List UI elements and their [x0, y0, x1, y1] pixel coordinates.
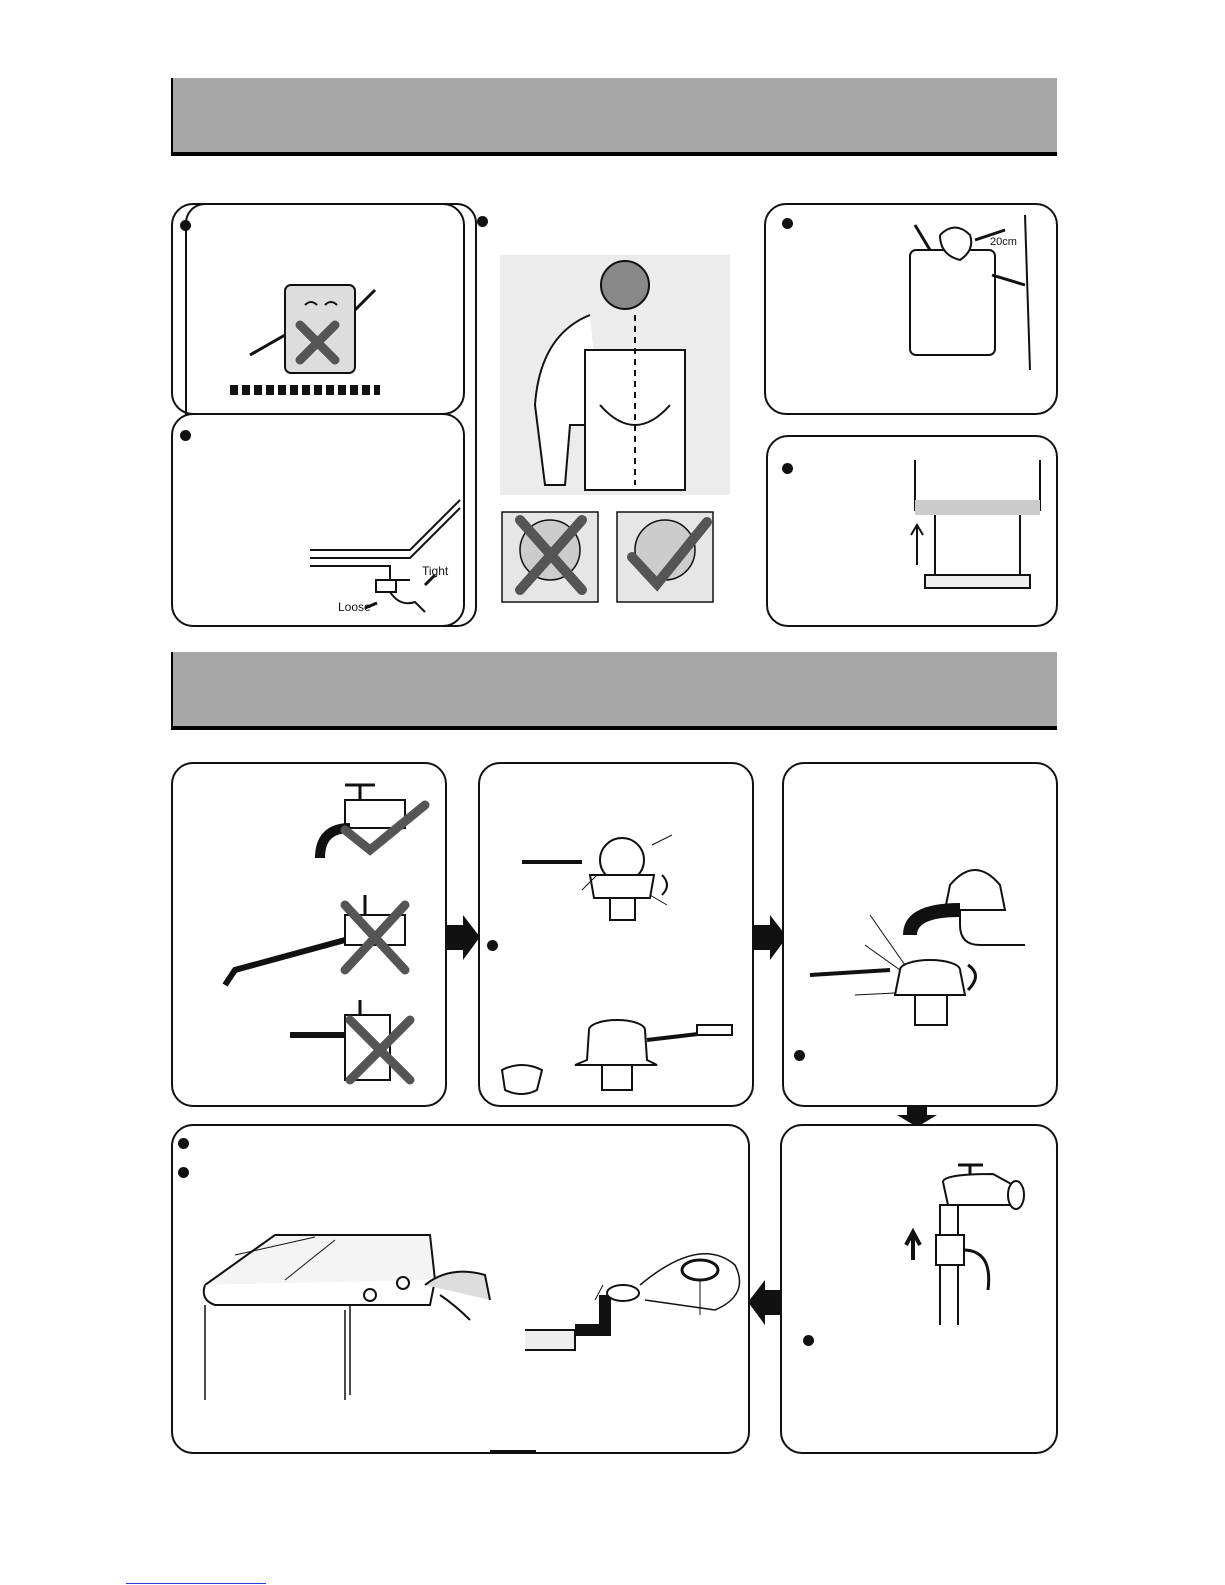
- hose-attached-to-faucet-illustration: [898, 1160, 1028, 1325]
- unsuitable-mixer-faucet-illustration: [290, 1000, 420, 1085]
- correct-drum-illustration: [617, 512, 713, 602]
- bullet-dot: [180, 430, 191, 441]
- bullet-dot: [178, 1167, 189, 1178]
- bullet-dot: [782, 463, 793, 474]
- connector-screw-loosen-illustration: [522, 830, 697, 925]
- bullet-dot: [803, 1335, 814, 1346]
- wall-distance-illustration: [880, 215, 1055, 375]
- flow-arrow-right: [445, 915, 480, 960]
- inlet-hose-washer-illustration: [525, 1255, 740, 1365]
- page-footer-mark: [490, 1450, 536, 1452]
- washer-on-uneven-floor-illustration: [230, 280, 380, 400]
- section-banner-middle: [171, 652, 1057, 730]
- bullet-dot: [782, 218, 793, 229]
- footer-link-underline: [126, 1583, 266, 1584]
- connector-on-faucet-illustration: [810, 865, 1025, 1040]
- person-checking-level-illustration: [500, 255, 730, 495]
- bullet-dot: [794, 1050, 805, 1061]
- unsuitable-long-faucet-illustration: [225, 895, 415, 985]
- distance-label: 20cm: [990, 236, 1017, 248]
- leveling-foot-illustration: [310, 500, 460, 615]
- bullet-dot: [477, 216, 488, 227]
- bullet-dot: [178, 1138, 189, 1149]
- section-banner-top: [171, 78, 1057, 156]
- washer-top-with-hose-illustration: [195, 1225, 505, 1400]
- loose-label: Loose: [338, 600, 371, 614]
- lift-base-illustration: [905, 460, 1050, 595]
- incorrect-drum-illustration: [502, 512, 598, 602]
- suitable-faucet-illustration: [315, 785, 425, 865]
- flow-arrow-left: [748, 1280, 783, 1325]
- bullet-dot: [180, 220, 191, 231]
- tight-label: Tight: [422, 564, 449, 578]
- connector-parts-illustration: [497, 1015, 737, 1100]
- bullet-dot: [487, 940, 498, 951]
